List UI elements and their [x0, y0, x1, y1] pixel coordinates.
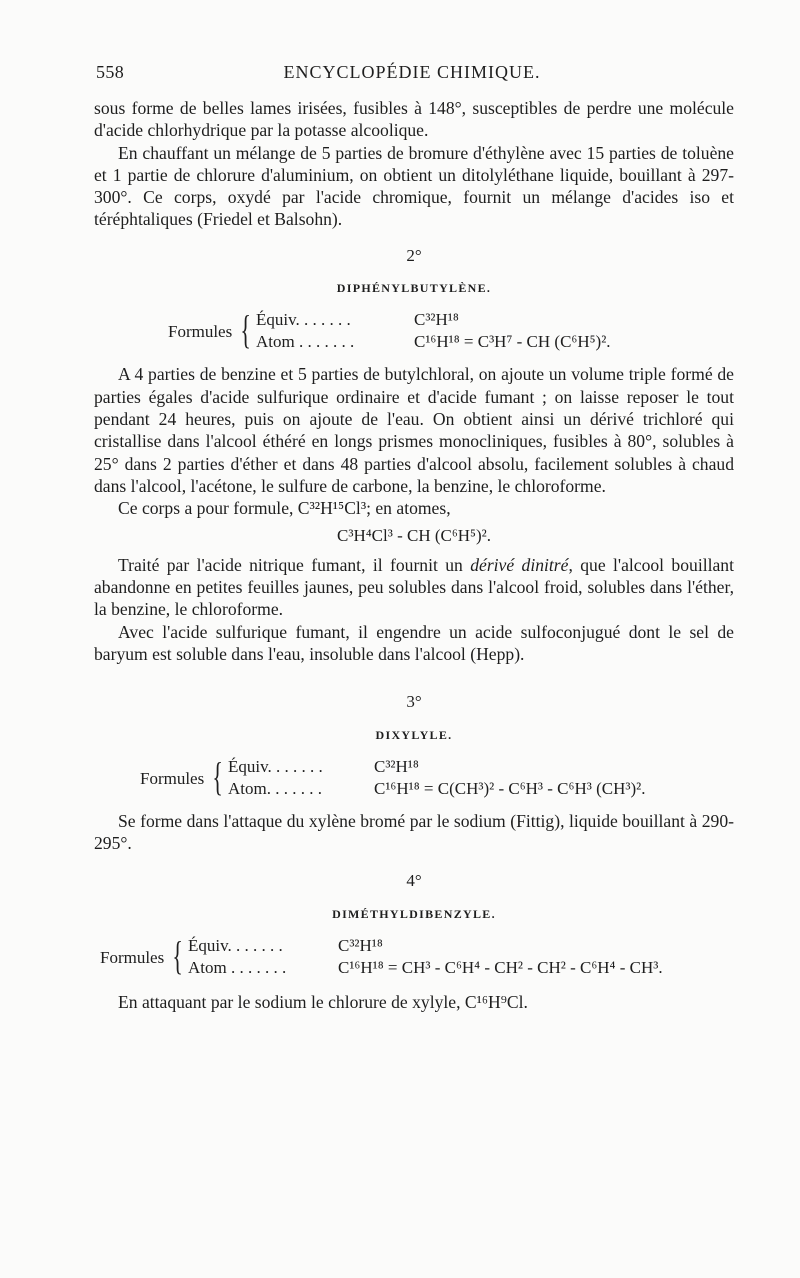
- page-body: [94, 97, 734, 1013]
- equiv-formula: C³²H¹⁸: [338, 936, 383, 956]
- paragraph: Se forme dans l'attaque du xylène bromé par le sodium (Fittig), liquide bouillant à 290-295°.: [94, 810, 734, 854]
- paragraph: En attaquant par le sodium le chlorure de xylyle, C¹⁶H⁹Cl.: [118, 992, 528, 1013]
- italic-term: dérivé dinitré: [470, 554, 569, 575]
- paragraph: Ce corps a pour formule, C³²H¹⁵Cl³; en atomes,: [118, 498, 451, 519]
- section-title: DIXYLYLE.: [375, 727, 453, 742]
- atom-label: Atom. . . . . . .: [228, 778, 322, 798]
- paragraph: A 4 parties de benzine et 5 parties de butylchloral, on ajoute un volume triple formé de parties égales d'acide sulfurique ordinaire et d'acide fumant ; on laisse reposer le tout pendant 24 heures, puis on ajoute de l'eau. On obtient ainsi un dérivé trichloré qui cristallise dans l'alcool éthéré en longs prismes monocliniques, fusibles à 80°, solubles à 25° dans 2 parties d'éther et dans 48 parties d'alcool absolu, facilement solubles à chaud dans l'alcool, l'acétone, le sulfure de carbone, la benzine, le chloroforme.: [94, 364, 734, 496]
- running-header: [96, 62, 728, 88]
- formulas-label: Formules: [140, 768, 205, 788]
- equiv-label: Équiv. . . . . . .: [228, 756, 323, 776]
- brace-icon: {: [212, 753, 223, 799]
- atom-formula: C¹⁶H¹⁸ = C(CH³)² - C⁶H³ - C⁶H³ (CH³)².: [374, 778, 646, 798]
- running-title: ENCYCLOPÉDIE CHIMIQUE.: [283, 62, 541, 82]
- atom-formula: C¹⁶H¹⁸ = CH³ - C⁶H⁴ - CH² - CH² - C⁶H⁴ - CH³.: [338, 958, 663, 978]
- section-number: 4°: [406, 871, 422, 891]
- formulas-label: Formules: [168, 322, 233, 342]
- section-title: DIPHÉNYLBUTYLÈNE.: [336, 281, 492, 296]
- atom-formula: C¹⁶H¹⁸ = C³H⁷ - CH (C⁶H⁵)².: [414, 332, 611, 352]
- atom-label: Atom . . . . . . .: [188, 958, 287, 978]
- atom-label: Atom . . . . . . .: [256, 332, 355, 352]
- paragraph: En chauffant un mélange de 5 parties de bromure d'éthylène avec 15 parties de toluène et 1 partie de chlorure d'aluminium, on obtient un ditolyléthane liquide, bouillant à 297-300°. Ce corps, oxydé par l'acide chromique, fournit un mélange d'acides iso et téréphtaliques (Friedel et Balsohn).: [94, 142, 734, 230]
- text-run: , que l'alcool bouillant abandonne en petites feuilles jaunes, peu solubles dans l'alcool froid, solubles dans l'éther, la benzine, le chloroforme.: [94, 554, 734, 620]
- paragraph: sous forme de belles lames irisées, fusibles à 148°, susceptibles de perdre une molécule d'acide chlorhydrique par la potasse alcoolique.: [94, 98, 734, 141]
- formula-block: [84, 309, 734, 355]
- section-number: 2°: [406, 245, 422, 265]
- section-title: DIMÉTHYLDIBENZYLE.: [332, 906, 496, 921]
- formula-block: [84, 753, 734, 802]
- brace-icon: {: [172, 933, 183, 979]
- equiv-formula: C³²H¹⁸: [374, 756, 419, 776]
- brace-icon: {: [240, 307, 251, 353]
- section-number: 3°: [406, 692, 422, 712]
- paragraph: Avec l'acide sulfurique fumant, il engendre un acide sulfoconjugué dont le sel de baryum est soluble dans l'eau, insoluble dans l'alcool (Hepp).: [94, 621, 734, 664]
- text-run: Traité par l'acide nitrique fumant, il fournit un: [118, 554, 471, 575]
- paragraph: [94, 554, 734, 621]
- formulas-label: Formules: [100, 948, 165, 968]
- centered-formula: C³H⁴Cl³ - CH (C⁶H⁵)².: [337, 526, 491, 546]
- page-number: 558: [96, 62, 125, 82]
- equiv-label: Équiv. . . . . . .: [188, 936, 283, 956]
- formula-block: [84, 935, 734, 981]
- equiv-label: Équiv. . . . . . .: [256, 310, 351, 330]
- equiv-formula: C³²H¹⁸: [414, 310, 459, 330]
